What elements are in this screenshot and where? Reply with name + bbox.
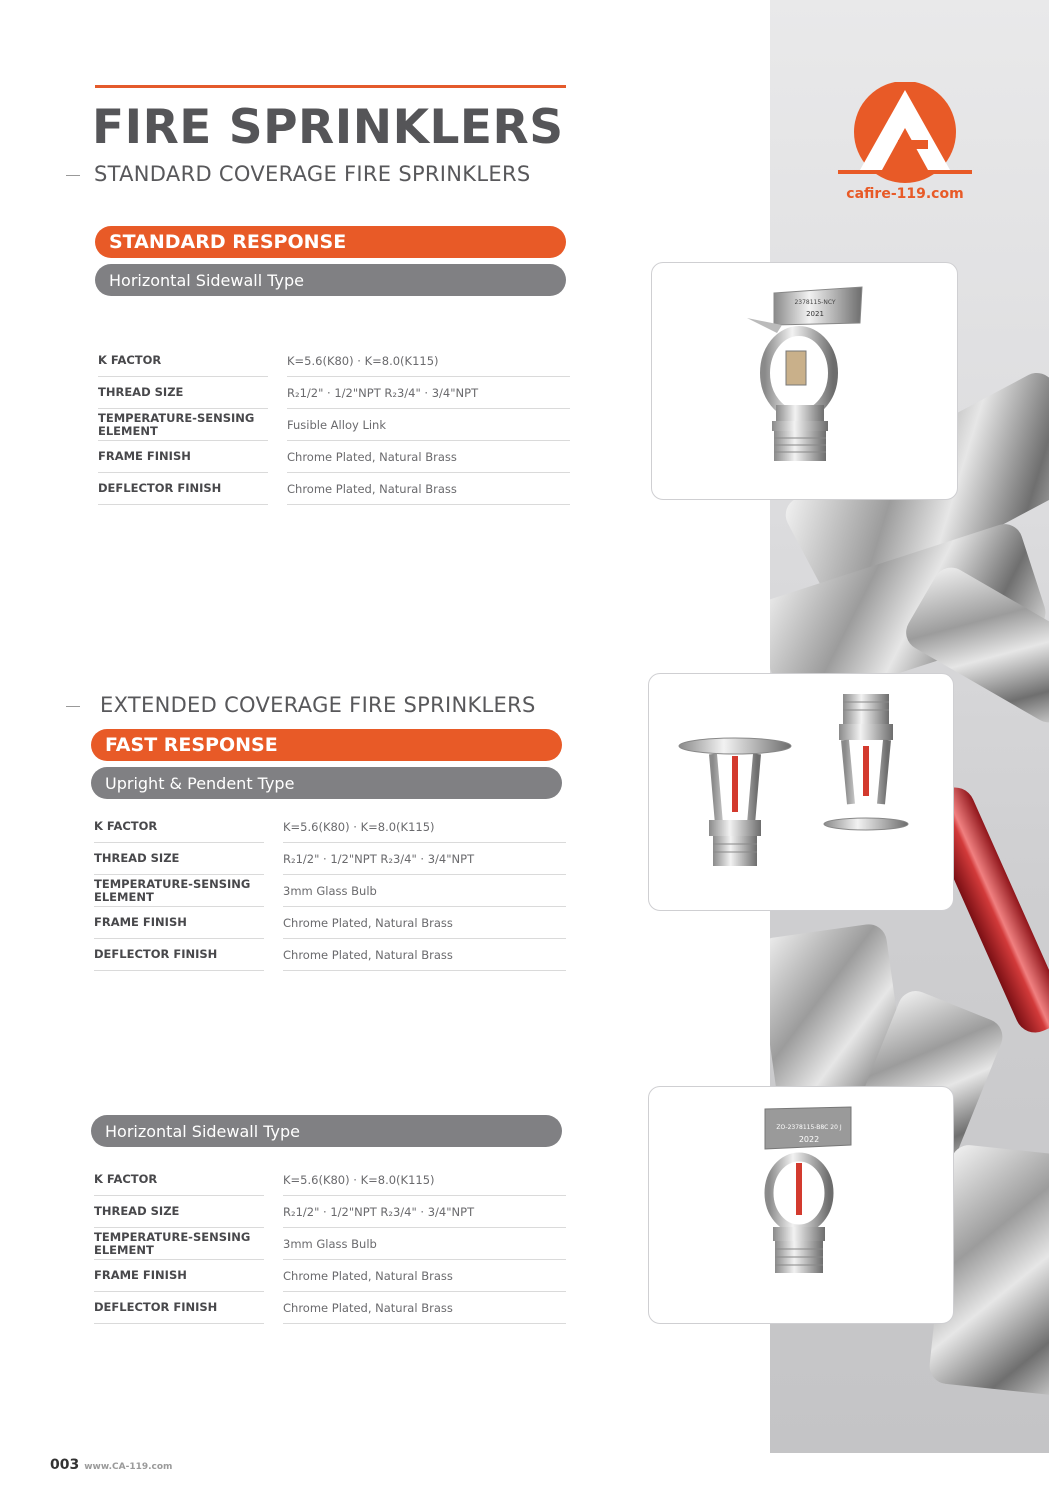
spec-row: [94, 1196, 566, 1228]
product-photo-upright-pendent: [648, 673, 954, 911]
page-number: 003: [50, 1457, 80, 1473]
spec-row: [98, 377, 570, 409]
spec-value: Chrome Plated, Natural Brass: [283, 939, 566, 971]
ca-triangle-logo-icon: [838, 82, 978, 186]
spec-row: [94, 1164, 566, 1196]
spec-label: THREAD SIZE: [94, 843, 264, 875]
spec-table: [98, 345, 570, 505]
heading-dash: [66, 175, 80, 176]
spec-row: [94, 907, 566, 939]
deflector-tag-text: ZO-2378115-B8C 20 J: [776, 1124, 842, 1131]
deflector-tag-year: 2021: [806, 310, 824, 318]
section-heading: STANDARD COVERAGE FIRE SPRINKLERS: [94, 162, 531, 186]
footer-website: www.CA-119.com: [84, 1462, 173, 1472]
spec-label: K FACTOR: [98, 345, 268, 377]
deflector-tag-text: 2378115-NCY: [794, 299, 836, 306]
sidewall-bulb-sprinkler-icon: [649, 1087, 954, 1324]
spec-label: DEFLECTOR FINISH: [98, 473, 268, 505]
spec-row: [98, 345, 570, 377]
spec-label: DEFLECTOR FINISH: [94, 1292, 264, 1324]
type-pill: Upright & Pendent Type: [91, 767, 562, 799]
spec-label: TEMPERATURE-SENSING ELEMENT: [94, 875, 264, 907]
page-footer: [50, 1457, 172, 1473]
spec-label: THREAD SIZE: [94, 1196, 264, 1228]
upright-pendent-sprinkler-icon: [649, 674, 954, 911]
spec-row: [94, 843, 566, 875]
spec-value: K=5.6(K80) · K=8.0(K115): [283, 811, 566, 843]
heading-dash: [66, 706, 80, 707]
spec-value: Chrome Plated, Natural Brass: [287, 473, 570, 505]
section-heading: EXTENDED COVERAGE FIRE SPRINKLERS: [100, 693, 536, 717]
spec-row: [98, 473, 570, 505]
spec-value: Chrome Plated, Natural Brass: [283, 1292, 566, 1324]
product-photo-sidewall-bulb: [648, 1086, 954, 1324]
spec-value: 3mm Glass Bulb: [283, 1228, 566, 1260]
page-title: FIRE SPRINKLERS: [92, 100, 564, 155]
type-pill: Horizontal Sidewall Type: [91, 1115, 562, 1147]
spec-label: THREAD SIZE: [98, 377, 268, 409]
title-rule: [95, 85, 566, 88]
spec-row: [94, 875, 566, 907]
spec-table: [94, 1164, 566, 1324]
spec-value: 3mm Glass Bulb: [283, 875, 566, 907]
spec-row: [94, 1228, 566, 1260]
spec-row: [98, 441, 570, 473]
spec-label: DEFLECTOR FINISH: [94, 939, 264, 971]
response-pill: STANDARD RESPONSE: [95, 226, 566, 258]
spec-value: Chrome Plated, Natural Brass: [287, 441, 570, 473]
spec-value: Fusible Alloy Link: [287, 409, 570, 441]
spec-table: [94, 811, 566, 971]
spec-label: FRAME FINISH: [94, 1260, 264, 1292]
spec-row: [94, 939, 566, 971]
deflector-tag-year: 2022: [798, 1135, 820, 1144]
spec-label: FRAME FINISH: [98, 441, 268, 473]
spec-value: K=5.6(K80) · K=8.0(K115): [283, 1164, 566, 1196]
spec-value: K=5.6(K80) · K=8.0(K115): [287, 345, 570, 377]
spec-row: [94, 1292, 566, 1324]
spec-row: [98, 409, 570, 441]
spec-value: R₂1/2" · 1/2"NPT R₂3/4" · 3/4"NPT: [287, 377, 570, 409]
spec-value: Chrome Plated, Natural Brass: [283, 1260, 566, 1292]
spec-value: Chrome Plated, Natural Brass: [283, 907, 566, 939]
product-photo-sidewall-fusible: [651, 262, 958, 500]
brand-logo: [838, 82, 978, 212]
spec-row: [94, 811, 566, 843]
logo-text: cafire-119.com: [846, 186, 964, 202]
spec-label: FRAME FINISH: [94, 907, 264, 939]
spec-value: R₂1/2" · 1/2"NPT R₂3/4" · 3/4"NPT: [283, 1196, 566, 1228]
sidewall-sprinkler-icon: [652, 263, 958, 500]
spec-label: TEMPERATURE-SENSING ELEMENT: [98, 409, 268, 441]
spec-value: R₂1/2" · 1/2"NPT R₂3/4" · 3/4"NPT: [283, 843, 566, 875]
spec-label: K FACTOR: [94, 811, 264, 843]
type-pill: Horizontal Sidewall Type: [95, 264, 566, 296]
spec-row: [94, 1260, 566, 1292]
spec-label: TEMPERATURE-SENSING ELEMENT: [94, 1228, 264, 1260]
spec-label: K FACTOR: [94, 1164, 264, 1196]
response-pill: FAST RESPONSE: [91, 729, 562, 761]
